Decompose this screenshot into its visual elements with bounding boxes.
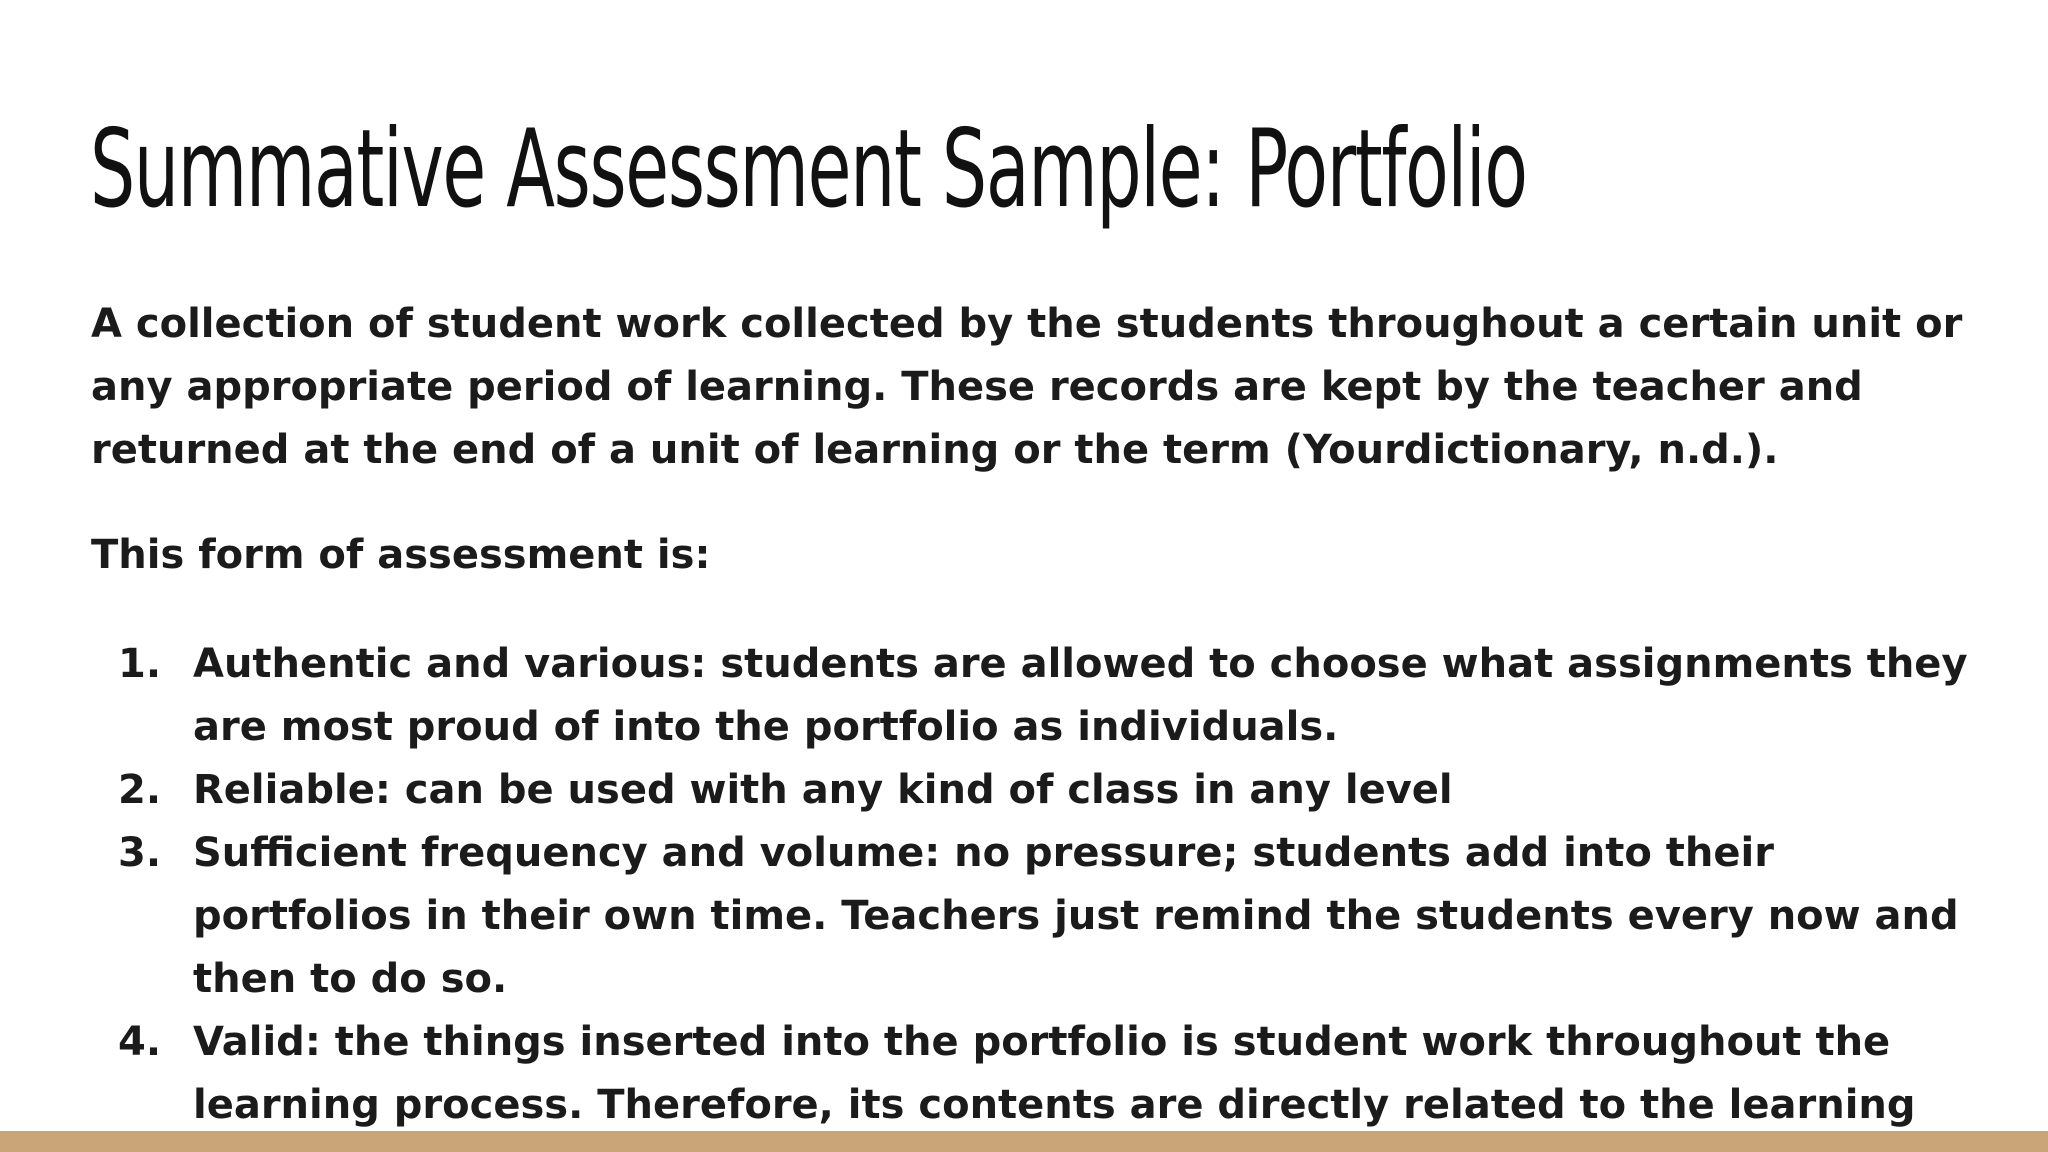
list-item-text: Sufficient frequency and volume: no pressure; students add into their portfolios in their own time. Teachers just remind the students every now and then to do so. <box>193 830 1959 1002</box>
list-item <box>91 633 1971 759</box>
list-item-number: 1. <box>118 641 162 687</box>
list-item-text: Reliable: can be used with any kind of class in any level <box>193 767 1453 813</box>
bottom-accent-bar <box>0 1131 2048 1152</box>
slide-body <box>91 293 1971 1137</box>
list-item-number: 3. <box>118 830 162 876</box>
list-item-text: Authentic and various: students are allowed to choose what assignments they are most proud of into the portfolio as individuals. <box>193 641 1968 750</box>
lead-in-text: This form of assessment is: <box>91 532 711 578</box>
list-item <box>91 822 1971 1011</box>
criteria-list <box>91 633 1971 1137</box>
list-item <box>91 759 1971 822</box>
list-item-text: Valid: the things inserted into the portfolio is student work throughout the learning process. Therefore, its contents are directly related to the learning <box>193 1019 1916 1128</box>
list-item <box>91 1011 1971 1137</box>
intro-paragraph: A collection of student work collected by the students throughout a certain unit or any appropriate period of learning. These records are kept by the teacher and returned at the end of a unit of learning or the term (Yourdictionary, n.d.). <box>91 301 1963 473</box>
slide-title: Summative Assessment Sample: Portfolio <box>90 107 1527 232</box>
list-item-number: 4. <box>118 1019 162 1065</box>
list-item-number: 2. <box>118 767 162 813</box>
